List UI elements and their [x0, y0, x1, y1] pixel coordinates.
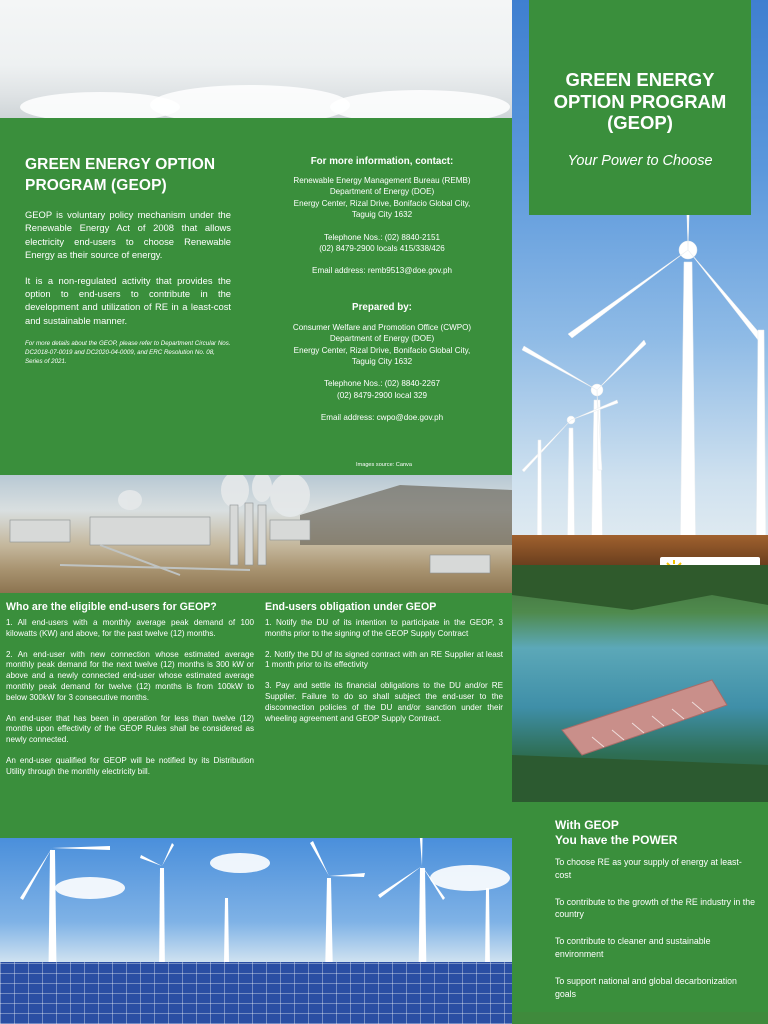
geop-description [25, 154, 231, 366]
geop-info-panel [0, 118, 512, 475]
dam-illustration [512, 565, 768, 802]
cover-subtitle: Your Power to Choose [567, 153, 713, 169]
eligible-section [6, 601, 254, 778]
obligation-item: 1. Notify the DU of its intention to participate in the GEOP, 3 months prior to the signing of the GEOP Supply Contract [265, 618, 503, 638]
geop-fine-print: For more details about the GEOP, please refer to Department Circular Nos. DC2018-07-0019 and DC2020-04-0009, and ERC Resolution No. 08, Series of 2021. [25, 340, 231, 366]
contact-line: Energy Center, Rizal Drive, Bonifacio Global City, [293, 198, 471, 208]
power-panel [512, 802, 768, 1012]
bottom-strip [512, 1012, 768, 1024]
geothermal-plant-photo [0, 475, 512, 593]
eligible-item: An end-user qualified for GEOP will be notified by its Distribution Utility through the monthly electricity bill. [6, 755, 254, 776]
contact-email[interactable]: Email address: remb9513@doe.gov.ph [312, 266, 452, 276]
geothermal-illustration [0, 475, 512, 593]
eligible-heading: Who are the eligible end-users for GEOP? [6, 601, 217, 613]
eligible-item: An end-user that has been in operation for less than twelve (12) months upon effectivity of the GEOP Rules shall be considered as newly connected. [6, 713, 254, 745]
contact-line: Department of Energy (DOE) [329, 187, 435, 197]
prepared-line: Energy Center, Rizal Drive, Bonifacio Global City, [293, 345, 471, 355]
hydro-dam-photo [512, 565, 768, 802]
cover-title-block [529, 0, 751, 215]
power-bullet: To choose RE as your supply of energy at least-cost [555, 857, 742, 880]
eligibility-panel [0, 593, 512, 838]
contact-phone: Telephone Nos.: (02) 8840-2151 [323, 232, 441, 242]
prepared-line: Department of Energy (DOE) [329, 334, 435, 344]
sky-photo [0, 0, 512, 118]
image-source: Images source: Canva [356, 462, 412, 468]
eligible-item: 2. An end-user with new connection whose estimated average monthly peak demand for the next twelve (12) months is 300 kW or above and a newly connected end-user whose estimated average monthly peak demand for twelve (12) months is from 100kW to below 300kW for 3 consecutive months. [6, 649, 254, 702]
contact-heading: For more information, contact: [310, 156, 454, 167]
prepared-phone: Telephone Nos.: (02) 8840-2267 [323, 379, 441, 389]
power-heading: With GEOP You have the POWER [555, 818, 678, 847]
prepared-phone: (02) 8479-2900 local 329 [337, 390, 427, 400]
power-bullet: To contribute to cleaner and sustainable environment [555, 936, 711, 959]
prepared-line: Consumer Welfare and Promotion Office (CWPO) [292, 322, 472, 332]
prepared-email[interactable]: Email address: cwpo@doe.gov.ph [320, 413, 444, 423]
contact-block [262, 156, 502, 424]
contact-line: Renewable Energy Management Bureau (REMB) [293, 176, 471, 185]
eligible-item: 1. All end-users with a monthly average peak demand of 100 kilowatts (KW) and above, for the past twelve (12) months. [6, 618, 254, 638]
prepared-heading: Prepared by: [352, 301, 412, 313]
solar-panel-array [0, 962, 512, 1024]
contact-line: Taguig City 1632 [351, 210, 413, 220]
contact-phone: (02) 8479-2900 locals 415/338/426 [319, 244, 445, 254]
prepared-line: Taguig City 1632 [351, 357, 413, 367]
obligation-heading: End-users obligation under GEOP [265, 601, 437, 613]
power-bullet: To support national and global decarbonization goals [555, 975, 737, 999]
obligation-section [265, 601, 503, 724]
obligation-item: 3. Pay and settle its financial obligations to the DU and/or RE Supplier. Failure to do so shall subject the end-user to the disconnection policies of the DU and/or sanction under their wheeling agreement and GEOP Supply Contract. [265, 681, 503, 723]
geop-heading: GREEN ENERGY OPTION PROGRAM (GEOP) [25, 156, 216, 194]
solar-wind-farm-photo [0, 838, 512, 1024]
cover-title: GREEN ENERGY OPTION PROGRAM (GEOP) [553, 69, 727, 133]
geop-para-2: It is a non-regulated activity that provides the option to end-users to contribute in the development and utilization of RE in a least-cost and sustainable manner. [25, 274, 231, 326]
power-bullet: To contribute to the growth of the RE industry in the country [555, 896, 755, 920]
obligation-item: 2. Notify the DU of its signed contract with an RE Supplier at least 1 month prior to its effectivity [265, 649, 503, 670]
geop-para-1: GEOP is voluntary policy mechanism under the Renewable Energy Act of 2008 that allows electricity end-users to choose Renewable Energy as their source of energy. [25, 209, 231, 261]
